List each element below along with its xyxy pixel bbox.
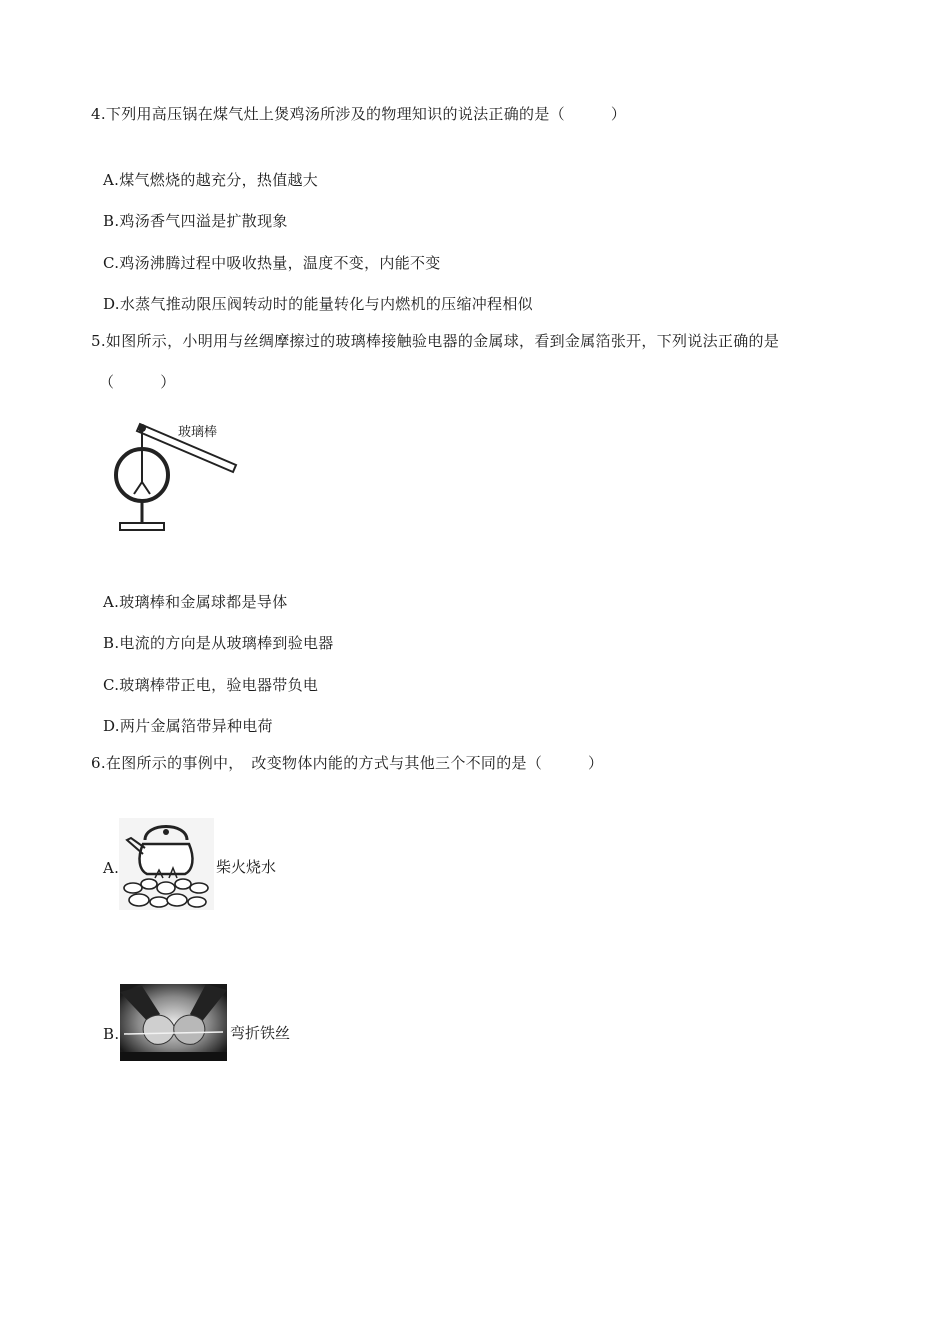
question-5-stem: 5.如图所示，小明用与丝绸摩擦过的玻璃棒接触验电器的金属球，看到金属箔张开，下列说法正确的是 bbox=[91, 332, 780, 350]
question-4-option-b: B.鸡汤香气四溢是扩散现象 bbox=[103, 212, 288, 230]
question-5-option-a: A.玻璃棒和金属球都是导体 bbox=[103, 593, 288, 611]
question-4-stem: 4.下列用高压锅在煤气灶上煲鸡汤所涉及的物理知识的说法正确的是（ ） bbox=[91, 105, 627, 123]
question-5-option-c: C.玻璃棒带正电，验电器带负电 bbox=[103, 676, 319, 694]
electroscope-figure bbox=[112, 420, 242, 538]
question-4-option-c: C.鸡汤沸腾过程中吸收热量，温度不变，内能不变 bbox=[103, 254, 441, 272]
question-6-option-b-caption: 弯折铁丝 bbox=[230, 1024, 291, 1042]
question-5-option-b: B.电流的方向是从玻璃棒到验电器 bbox=[103, 634, 334, 652]
question-6-option-a-letter: A. bbox=[103, 859, 120, 877]
question-6-option-a-caption: 柴火烧水 bbox=[216, 858, 277, 876]
question-5-stem-continuation: （ ） bbox=[99, 373, 176, 391]
hands-bending-wire-image bbox=[120, 984, 227, 1061]
glass-rod-label: 玻璃棒 bbox=[178, 425, 218, 440]
question-4-option-d: D.水蒸气推动限压阀转动时的能量转化与内燃机的压缩冲程相似 bbox=[103, 295, 533, 313]
question-6-option-b-letter: B. bbox=[103, 1025, 120, 1043]
question-6-stem: 6.在图所示的事例中， 改变物体内能的方式与其他三个不同的是（ ） bbox=[91, 754, 604, 772]
kettle-on-firewood-image bbox=[119, 818, 214, 910]
question-4-option-a: A.煤气燃烧的越充分，热值越大 bbox=[103, 171, 319, 189]
question-5-option-d: D.两片金属箔带异种电荷 bbox=[103, 717, 273, 735]
